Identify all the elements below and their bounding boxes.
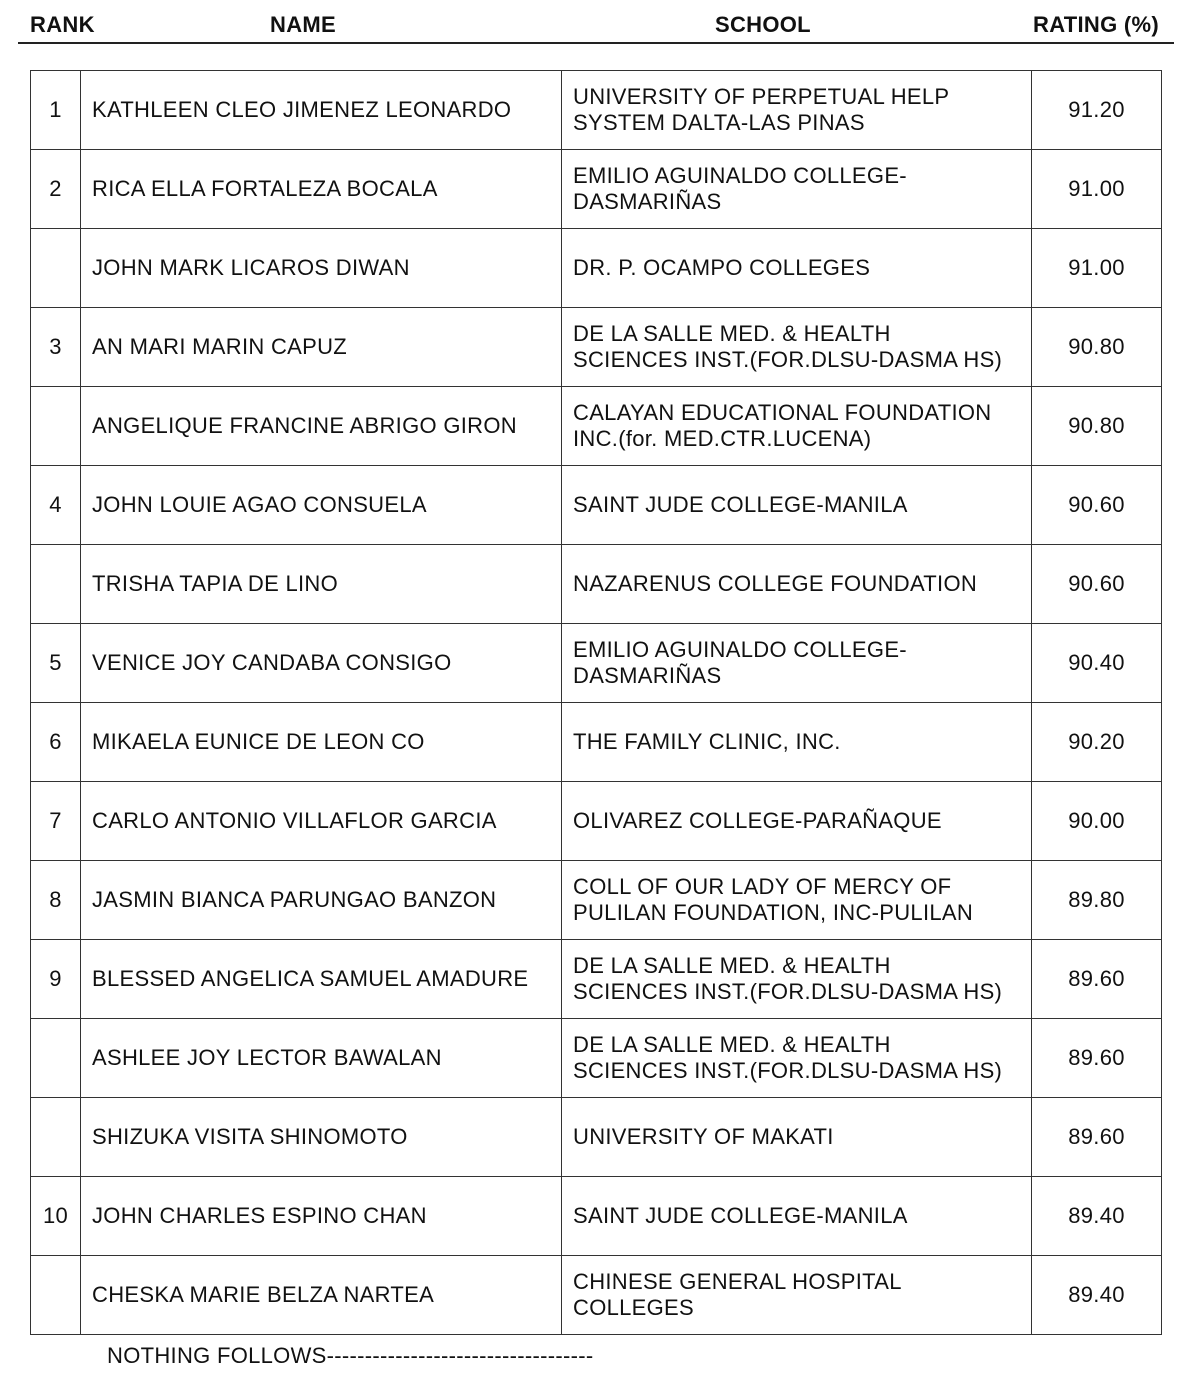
school-line: CALAYAN EDUCATIONAL FOUNDATION xyxy=(573,400,992,425)
name-cell: VENICE JOY CANDABA CONSIGO xyxy=(81,624,562,703)
school-cell xyxy=(562,71,1032,150)
name-cell: CARLO ANTONIO VILLAFLOR GARCIA xyxy=(81,782,562,861)
table-row xyxy=(31,150,1162,229)
table-row xyxy=(31,940,1162,1019)
school-cell xyxy=(562,1256,1032,1335)
school-line: THE FAMILY CLINIC, INC. xyxy=(573,729,841,754)
rating-cell: 90.60 xyxy=(1032,466,1162,545)
rating-cell: 91.00 xyxy=(1032,229,1162,308)
rank-cell xyxy=(31,1098,81,1177)
school-line: PULILAN FOUNDATION, INC-PULILAN xyxy=(573,900,974,925)
rating-cell: 90.60 xyxy=(1032,545,1162,624)
rating-cell: 91.00 xyxy=(1032,150,1162,229)
header-name: NAME xyxy=(270,12,336,37)
table-row xyxy=(31,1019,1162,1098)
school-line: SYSTEM DALTA-LAS PINAS xyxy=(573,110,865,135)
rating-cell: 89.40 xyxy=(1032,1256,1162,1335)
school-cell xyxy=(562,703,1032,782)
school-line: SAINT JUDE COLLEGE-MANILA xyxy=(573,492,908,517)
school-cell xyxy=(562,545,1032,624)
school-line: UNIVERSITY OF MAKATI xyxy=(573,1124,834,1149)
school-line: DE LA SALLE MED. & HEALTH xyxy=(573,953,891,978)
school-cell xyxy=(562,861,1032,940)
rank-cell: 6 xyxy=(31,703,81,782)
school-line: INC.(for. MED.CTR.LUCENA) xyxy=(573,426,872,451)
school-line: DE LA SALLE MED. & HEALTH xyxy=(573,321,891,346)
school-line: OLIVAREZ COLLEGE-PARAÑAQUE xyxy=(573,808,942,833)
table-row xyxy=(31,71,1162,150)
header-rank: RANK xyxy=(30,12,95,37)
school-line: SCIENCES INST.(FOR.DLSU-DASMA HS) xyxy=(573,1058,1003,1083)
table-row xyxy=(31,387,1162,466)
school-cell xyxy=(562,1019,1032,1098)
rank-cell: 9 xyxy=(31,940,81,1019)
school-cell xyxy=(562,466,1032,545)
rank-cell xyxy=(31,1256,81,1335)
rating-cell: 89.60 xyxy=(1032,940,1162,1019)
name-cell: BLESSED ANGELICA SAMUEL AMADURE xyxy=(81,940,562,1019)
school-cell xyxy=(562,1177,1032,1256)
table-row xyxy=(31,703,1162,782)
rank-cell: 8 xyxy=(31,861,81,940)
table-row xyxy=(31,545,1162,624)
name-cell: CHESKA MARIE BELZA NARTEA xyxy=(81,1256,562,1335)
rating-cell: 89.80 xyxy=(1032,861,1162,940)
school-line: DASMARIÑAS xyxy=(573,189,722,214)
rank-cell: 2 xyxy=(31,150,81,229)
school-line: DE LA SALLE MED. & HEALTH xyxy=(573,1032,891,1057)
name-cell: JOHN LOUIE AGAO CONSUELA xyxy=(81,466,562,545)
rating-cell: 90.00 xyxy=(1032,782,1162,861)
name-cell: SHIZUKA VISITA SHINOMOTO xyxy=(81,1098,562,1177)
name-cell: RICA ELLA FORTALEZA BOCALA xyxy=(81,150,562,229)
rank-cell: 5 xyxy=(31,624,81,703)
school-cell xyxy=(562,782,1032,861)
school-cell xyxy=(562,1098,1032,1177)
school-line: SCIENCES INST.(FOR.DLSU-DASMA HS) xyxy=(573,347,1003,372)
school-line: SCIENCES INST.(FOR.DLSU-DASMA HS) xyxy=(573,979,1003,1004)
rank-cell: 3 xyxy=(31,308,81,387)
table-row xyxy=(31,624,1162,703)
rank-cell xyxy=(31,387,81,466)
name-cell: ASHLEE JOY LECTOR BAWALAN xyxy=(81,1019,562,1098)
name-cell: ANGELIQUE FRANCINE ABRIGO GIRON xyxy=(81,387,562,466)
school-cell xyxy=(562,387,1032,466)
school-line: EMILIO AGUINALDO COLLEGE- xyxy=(573,163,907,188)
column-header-bar xyxy=(18,0,1174,44)
school-line: DR. P. OCAMPO COLLEGES xyxy=(573,255,871,280)
rank-cell xyxy=(31,229,81,308)
table-row xyxy=(31,1256,1162,1335)
school-cell xyxy=(562,229,1032,308)
name-cell: AN MARI MARIN CAPUZ xyxy=(81,308,562,387)
table-row xyxy=(31,466,1162,545)
rating-cell: 90.80 xyxy=(1032,387,1162,466)
rank-cell: 7 xyxy=(31,782,81,861)
school-cell xyxy=(562,940,1032,1019)
school-line: SAINT JUDE COLLEGE-MANILA xyxy=(573,1203,908,1228)
school-cell xyxy=(562,308,1032,387)
table-row xyxy=(31,1098,1162,1177)
rank-cell: 1 xyxy=(31,71,81,150)
rating-cell: 90.20 xyxy=(1032,703,1162,782)
school-line: DASMARIÑAS xyxy=(573,663,722,688)
name-cell: KATHLEEN CLEO JIMENEZ LEONARDO xyxy=(81,71,562,150)
rating-cell: 89.40 xyxy=(1032,1177,1162,1256)
rating-cell: 89.60 xyxy=(1032,1019,1162,1098)
table-row xyxy=(31,782,1162,861)
rank-cell: 10 xyxy=(31,1177,81,1256)
rank-cell xyxy=(31,1019,81,1098)
school-cell xyxy=(562,624,1032,703)
rating-cell: 90.40 xyxy=(1032,624,1162,703)
name-cell: JASMIN BIANCA PARUNGAO BANZON xyxy=(81,861,562,940)
results-table-body xyxy=(31,71,1162,1335)
school-line: UNIVERSITY OF PERPETUAL HELP xyxy=(573,84,950,109)
name-cell: JOHN MARK LICAROS DIWAN xyxy=(81,229,562,308)
rank-cell xyxy=(31,545,81,624)
school-cell xyxy=(562,150,1032,229)
rank-cell: 4 xyxy=(31,466,81,545)
name-cell: TRISHA TAPIA DE LINO xyxy=(81,545,562,624)
school-line: COLL OF OUR LADY OF MERCY OF xyxy=(573,874,952,899)
results-table xyxy=(30,70,1162,1335)
school-line: CHINESE GENERAL HOSPITAL xyxy=(573,1269,902,1294)
rating-cell: 90.80 xyxy=(1032,308,1162,387)
rating-cell: 91.20 xyxy=(1032,71,1162,150)
school-line: COLLEGES xyxy=(573,1295,695,1320)
nothing-follows-note: NOTHING FOLLOWS----------------------------------- xyxy=(107,1343,594,1368)
header-rating: RATING (%) xyxy=(1033,12,1160,37)
rating-cell: 89.60 xyxy=(1032,1098,1162,1177)
table-row xyxy=(31,308,1162,387)
table-row xyxy=(31,229,1162,308)
table-row xyxy=(31,1177,1162,1256)
header-school: SCHOOL xyxy=(715,12,811,37)
name-cell: MIKAELA EUNICE DE LEON CO xyxy=(81,703,562,782)
school-line: EMILIO AGUINALDO COLLEGE- xyxy=(573,637,907,662)
table-row xyxy=(31,861,1162,940)
school-line: NAZARENUS COLLEGE FOUNDATION xyxy=(573,571,978,596)
name-cell: JOHN CHARLES ESPINO CHAN xyxy=(81,1177,562,1256)
